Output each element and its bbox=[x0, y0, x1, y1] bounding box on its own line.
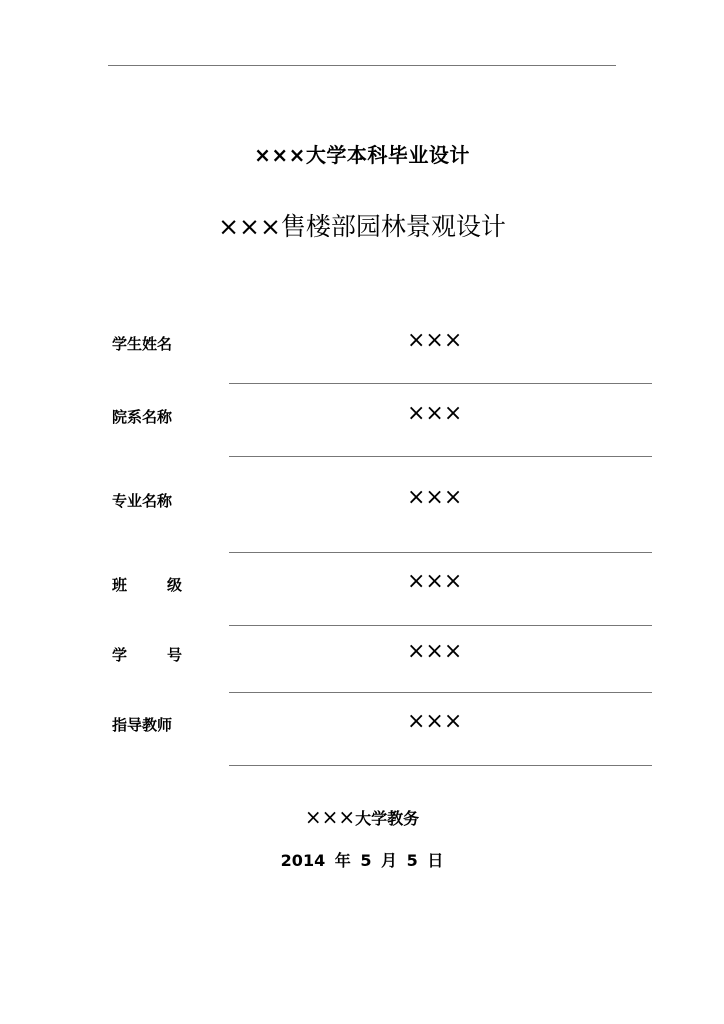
student-id-label: 学号 bbox=[112, 646, 223, 664]
major-label: 专业名称 bbox=[112, 492, 173, 510]
department-underline bbox=[229, 456, 652, 457]
student-name-label: 学生姓名 bbox=[112, 335, 173, 353]
header-rule bbox=[108, 65, 616, 66]
major-value: ××× bbox=[407, 485, 463, 510]
submission-date: 2014 年 5 月 5 日 bbox=[280, 851, 444, 870]
academic-office bbox=[0, 805, 724, 829]
major-underline bbox=[229, 552, 652, 553]
student-id-underline bbox=[229, 692, 652, 693]
department-label: 院系名称 bbox=[112, 408, 173, 426]
class-underline bbox=[229, 625, 652, 626]
student-name-value: ××× bbox=[407, 328, 463, 353]
university-title: ×××大学本科毕业设计 bbox=[254, 143, 470, 167]
student-id-value: ××× bbox=[407, 639, 463, 664]
office-name: 大学教务 bbox=[355, 809, 420, 828]
student-name-underline bbox=[229, 383, 652, 384]
class-label: 班级 bbox=[112, 576, 223, 594]
advisor-underline bbox=[229, 765, 652, 766]
thesis-title: ×××售楼部园林景观设计 bbox=[218, 212, 506, 241]
advisor-value: ××× bbox=[407, 709, 463, 734]
class-value: ××× bbox=[407, 569, 463, 594]
advisor-label: 指导教师 bbox=[112, 716, 173, 734]
office-placeholder-mark: ××× bbox=[304, 805, 356, 829]
department-value: ××× bbox=[407, 401, 463, 426]
